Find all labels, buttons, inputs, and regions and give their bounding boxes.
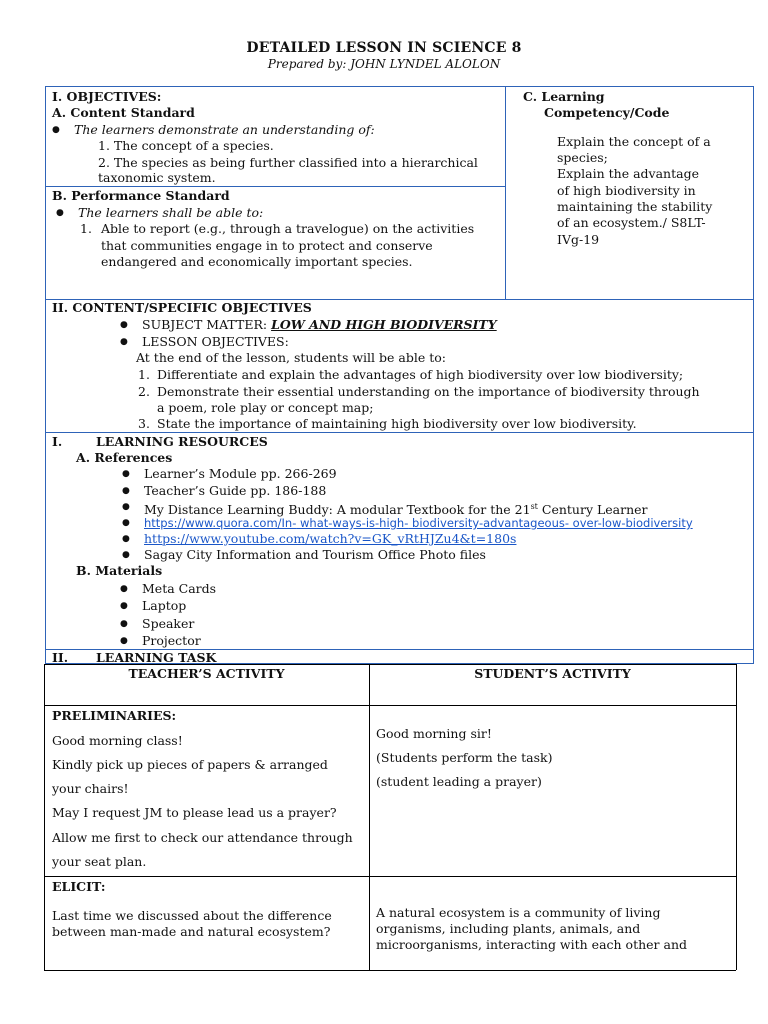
- student-line: (student leading a prayer): [376, 774, 542, 789]
- resources-heading: LEARNING RESOURCES: [96, 434, 268, 449]
- objective-line: Demonstrate their essential understanding on the importance of biodiversity through: [157, 384, 700, 399]
- student-line: A natural ecosystem is a community of living: [376, 905, 661, 920]
- teacher-line: your chairs!: [52, 781, 129, 796]
- quora-link-part[interactable]: over-low-biodiversity: [569, 516, 693, 530]
- document-title: DETAILED LESSON IN SCIENCE 8: [246, 40, 522, 56]
- teacher-line: Good morning class!: [52, 733, 183, 748]
- material-item: ● Speaker: [142, 616, 194, 632]
- teacher-line: Kindly pick up pieces of papers & arranged: [52, 757, 328, 772]
- teacher-line: your seat plan.: [52, 854, 147, 869]
- objectives-heading: I. OBJECTIVES:: [52, 89, 162, 104]
- competency-line: maintaining the stability: [557, 199, 713, 214]
- subject-matter: [142, 317, 497, 333]
- elicit-label: ELICIT:: [52, 879, 106, 894]
- competency-line: Explain the advantage: [557, 166, 699, 181]
- objective-number: 3.: [138, 416, 150, 431]
- references-label: A. References: [76, 450, 173, 465]
- competency-line: of high biodiversity in: [557, 183, 696, 198]
- competency-line: Explain the concept of a: [557, 134, 711, 149]
- objective-number: 2.: [138, 384, 150, 399]
- content-item: taxonomic system.: [98, 170, 216, 185]
- student-line: Good morning sir!: [376, 726, 492, 741]
- material-item: ● Projector: [142, 633, 201, 649]
- resources-heading-number: I.: [52, 434, 63, 449]
- youtube-link[interactable]: https://www.youtube.com/watch?v=GK_vRtHJZu4&t=180s: [144, 531, 517, 546]
- quora-link-part[interactable]: biodiversity-advantageous-: [408, 516, 569, 530]
- quora-link-part[interactable]: what-ways-is-high-: [296, 516, 409, 530]
- reference-text: My Distance Learning Buddy: A modular Textbook for the 21: [144, 502, 531, 518]
- content-item: 2. The species as being further classified into a hierarchical: [98, 155, 478, 170]
- reference-link-item: [144, 531, 516, 547]
- performance-line: Able to report (e.g., through a travelogue) on the activities: [101, 221, 475, 236]
- objective-line: Differentiate and explain the advantages of high biodiversity over low biodiversity;: [157, 367, 684, 382]
- content-standard-intro: ● The learners demonstrate an understanding of:: [74, 122, 375, 138]
- performance-standard-intro: ● The learners shall be able to:: [78, 205, 263, 221]
- task-heading-number: II.: [52, 650, 69, 665]
- competency-heading-code: Competency/Code: [544, 105, 670, 120]
- material-item: ● Laptop: [142, 598, 186, 614]
- competency-heading: C. Learning: [523, 89, 605, 104]
- subject-matter-label: SUBJECT MATTER:: [142, 317, 272, 332]
- competency-line: species;: [557, 150, 608, 165]
- objective-line: State the importance of maintaining high biodiversity over low biodiversity.: [157, 416, 637, 431]
- competency-line: IVg-19: [557, 232, 600, 247]
- material-item: ● Meta Cards: [142, 581, 216, 597]
- reference-item: ● Teacher’s Guide pp. 186-188: [144, 483, 326, 499]
- reference-link-item: [144, 515, 693, 531]
- reference-item: ● Learner’s Module pp. 266-269: [144, 466, 337, 482]
- student-column-header: STUDENT’S ACTIVITY: [474, 666, 631, 681]
- teacher-line: May I request JM to please lead us a prayer?: [52, 805, 337, 820]
- content-item: 1. The concept of a species.: [98, 138, 274, 153]
- student-line: (Students perform the task): [376, 750, 553, 765]
- teacher-line: between man-made and natural ecosystem?: [52, 924, 331, 939]
- lesson-objectives-intro: At the end of the lesson, students will be able to:: [136, 350, 446, 365]
- student-line: organisms, including plants, animals, and: [376, 921, 641, 936]
- reference-text-end: Century Learner: [537, 502, 648, 518]
- teacher-column-header: TEACHER’S ACTIVITY: [128, 666, 285, 681]
- performance-number: 1.: [80, 221, 92, 236]
- content-heading: II. CONTENT/SPECIFIC OBJECTIVES: [52, 300, 312, 315]
- competency-line: of an ecosystem./ S8LT-: [557, 215, 706, 230]
- materials-label: B. Materials: [76, 563, 163, 578]
- reference-item: ● Sagay City Information and Tourism Office Photo files: [144, 547, 486, 563]
- teacher-line: Allow me first to check our attendance through: [52, 830, 353, 845]
- lesson-objectives-label: ● LESSON OBJECTIVES:: [142, 334, 289, 350]
- task-heading: LEARNING TASK: [96, 650, 217, 665]
- performance-line: endangered and economically important species.: [101, 254, 413, 269]
- preliminaries-label: PRELIMINARIES:: [52, 708, 177, 723]
- performance-line: that communities engage in to protect and conserve: [101, 238, 433, 253]
- objective-number: 1.: [138, 367, 150, 382]
- subject-matter-value: LOW AND HIGH BIODIVERSITY: [271, 317, 497, 332]
- student-line: microorganisms, interacting with each other and: [376, 937, 687, 952]
- prepared-by: Prepared by: JOHN LYNDEL ALOLON: [267, 57, 501, 71]
- objective-line: a poem, role play or concept map;: [157, 400, 374, 415]
- content-standard-label: A. Content Standard: [52, 105, 195, 120]
- teacher-line: Last time we discussed about the difference: [52, 908, 332, 923]
- quora-link-part[interactable]: https://www.quora.com/In-: [144, 516, 297, 530]
- performance-standard-label: B. Performance Standard: [52, 188, 230, 203]
- reference-superscript: st: [530, 502, 538, 511]
